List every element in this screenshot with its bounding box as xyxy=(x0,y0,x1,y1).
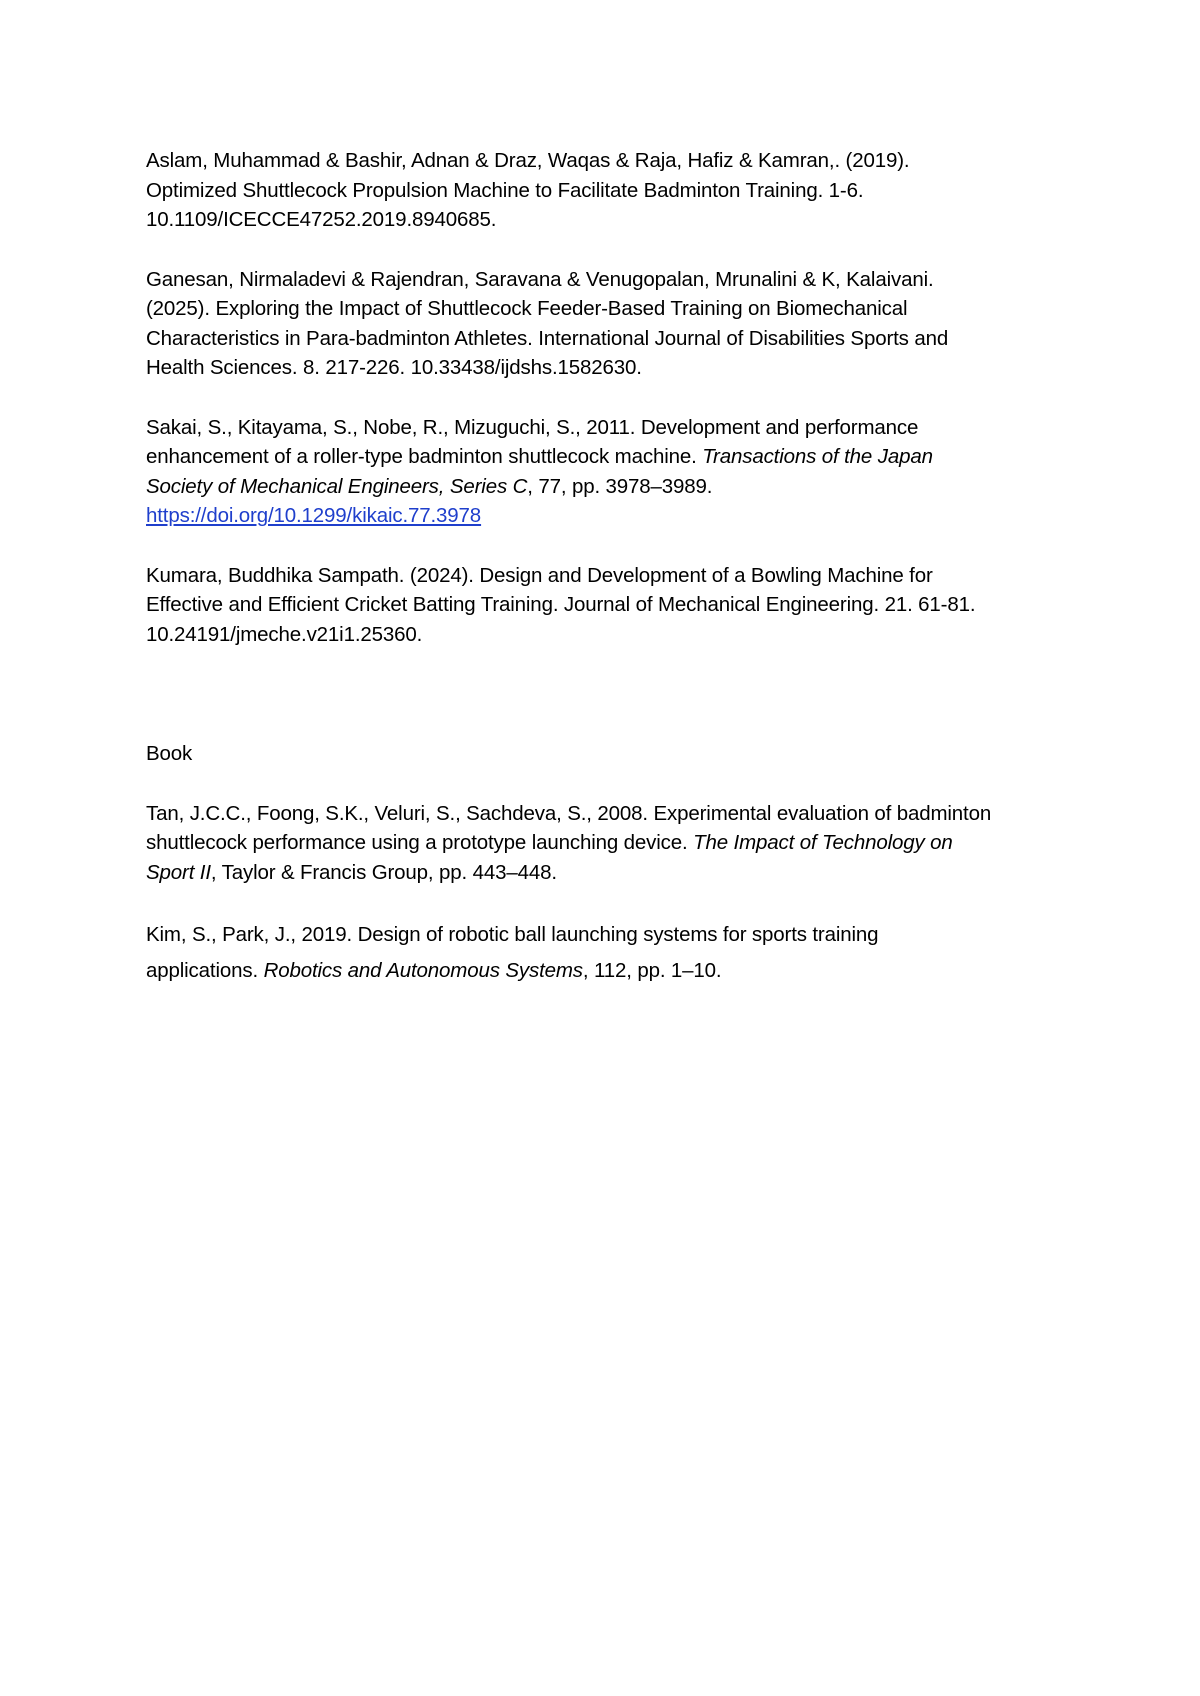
ref-text: Sakai, S., Kitayama, S., Nobe, R., Mizuguchi, S., 2011. Development and performance xyxy=(146,415,919,439)
ref-text: Health Sciences. 8. 217-226. 10.33438/ijdshs.1582630. xyxy=(146,356,642,379)
journal-title: Society of Mechanical Engineers, Series C xyxy=(146,474,528,498)
ref-text: Optimized Shuttlecock Propulsion Machine to Facilitate Badminton Training. 1-6. xyxy=(146,178,864,202)
reference-tan xyxy=(146,799,1076,888)
reference-aslam xyxy=(146,146,1076,235)
reference-kim xyxy=(146,917,1076,989)
reference-sakai xyxy=(146,413,1076,531)
reference-list xyxy=(146,146,1076,1019)
journal-title: Robotics and Autonomous Systems xyxy=(263,959,583,982)
ref-text: 10.1109/ICECCE47252.2019.8940685. xyxy=(146,208,497,231)
book-title: The Impact of Technology on xyxy=(693,831,953,854)
ref-text: , 77, pp. 3978–3989. xyxy=(527,474,713,498)
ref-text: Ganesan, Nirmaladevi & Rajendran, Saravana & Venugopalan, Mrunalini & K, Kalaivani. xyxy=(146,267,934,291)
ref-text: Kumara, Buddhika Sampath. (2024). Design and Development of a Bowling Machine for xyxy=(146,563,933,587)
book-title: Sport II xyxy=(146,860,211,884)
ref-text: Aslam, Muhammad & Bashir, Adnan & Draz, Waqas & Raja, Hafiz & Kamran,. (2019). xyxy=(146,149,910,172)
ref-text: Kim, S., Park, J., 2019. Design of robotic ball launching systems for sports training xyxy=(146,923,879,946)
section-heading-book: Book xyxy=(146,742,193,765)
ref-text: Tan, J.C.C., Foong, S.K., Veluri, S., Sachdeva, S., 2008. Experimental evaluation of badminton xyxy=(146,801,992,825)
ref-text: (2025). Exploring the Impact of Shuttlecock Feeder-Based Training on Biomechanical xyxy=(146,297,908,320)
journal-title: Transactions of the Japan xyxy=(702,445,933,468)
ref-text: 10.24191/jmeche.v21i1.25360. xyxy=(146,622,423,646)
doi-link[interactable]: https://doi.org/10.1299/kikaic.77.3978 xyxy=(146,504,482,527)
ref-text: enhancement of a roller-type badminton shuttlecock machine. xyxy=(146,445,703,468)
reference-ganesan xyxy=(146,265,1076,383)
reference-kumara xyxy=(146,561,1076,650)
ref-text: , Taylor & Francis Group, pp. 443–448. xyxy=(210,860,557,884)
ref-text: shuttlecock performance using a prototype launching device. xyxy=(146,831,694,854)
ref-text: Effective and Efficient Cricket Batting Training. Journal of Mechanical Engineering. 21. 61-81. xyxy=(146,593,976,616)
ref-text: applications. xyxy=(146,959,264,982)
ref-text: Characteristics in Para-badminton Athletes. International Journal of Disabilities Sports and xyxy=(146,326,949,350)
ref-text: , 112, pp. 1–10. xyxy=(582,959,722,982)
